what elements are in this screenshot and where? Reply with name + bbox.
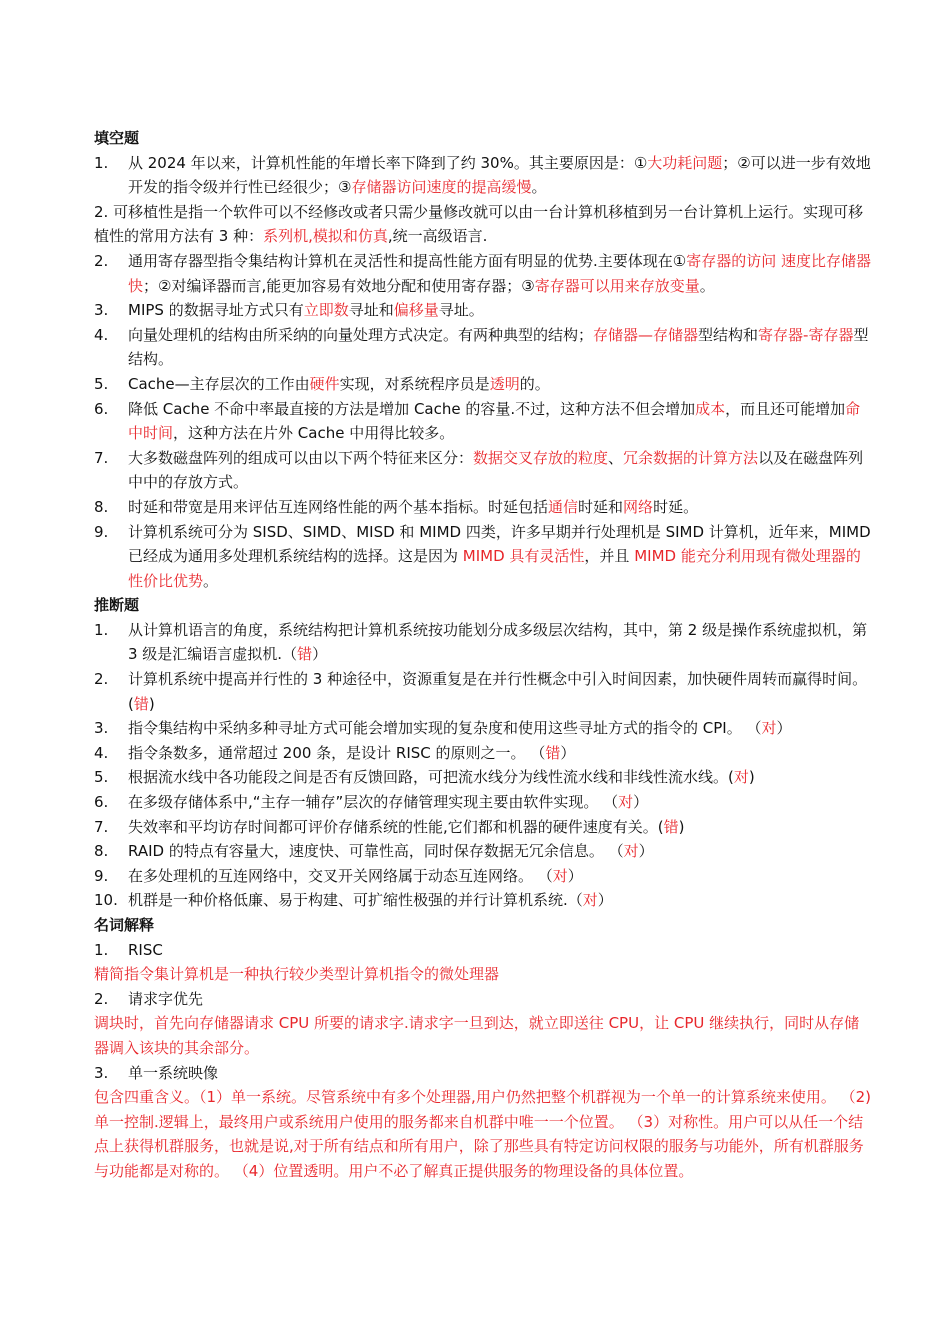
question-text: 2. 可移植性是指一个软件可以不经修改或者只需少量修改就可以由一台计算机移植到另一台计算机上运行。实现可移植性的常用方法有 3 种： bbox=[94, 202, 864, 246]
judge-list bbox=[94, 618, 872, 913]
question-text: 指令条数多，通常超过 200 条，是设计 RISC 的原则之一。 （ bbox=[128, 743, 546, 762]
question-text: ） bbox=[638, 842, 654, 861]
fill-item bbox=[94, 446, 872, 495]
answer-text: 存储器访问速度的提高缓慢 bbox=[351, 178, 532, 197]
question-text: ） bbox=[776, 719, 792, 738]
item-text bbox=[128, 520, 872, 594]
fill-item bbox=[94, 151, 872, 200]
term-item bbox=[94, 1061, 872, 1086]
terms-list bbox=[94, 938, 872, 1184]
fill-heading: 填空题 bbox=[94, 129, 140, 147]
answer-text: 命中时间 bbox=[128, 399, 861, 443]
term-definition: 调块时，首先向存储器请求 CPU 所要的请求字.请求字一旦到达，就立即送往 CPU，让 CPU 继续执行，同时从存储器调入该块的其余部分。 bbox=[94, 1014, 860, 1057]
question-text: 机群是一种价格低廉、易于构建、可扩缩性极强的并行计算机系统.（ bbox=[128, 891, 583, 910]
judge-item bbox=[94, 765, 872, 790]
answer-text: 对 bbox=[618, 793, 634, 812]
terms-heading: 名词解释 bbox=[94, 916, 155, 934]
answer-text: 对 bbox=[582, 891, 598, 910]
item-number: 1. bbox=[94, 620, 109, 639]
answer-text: 错 bbox=[663, 817, 679, 836]
question-text: 。 bbox=[699, 276, 715, 295]
question-text: 型结构。 bbox=[128, 325, 869, 369]
item-text bbox=[128, 618, 872, 667]
fill-item bbox=[94, 372, 872, 397]
item-text bbox=[128, 765, 872, 790]
question-text: 寻址。 bbox=[438, 301, 484, 320]
fill-item bbox=[94, 298, 872, 323]
answer-text: 存储器—存储器 bbox=[593, 325, 699, 344]
item-number: 5. bbox=[94, 768, 109, 787]
question-text: 根据流水线中各功能段之间是否有反馈回路，可把流水线分为线性流水线和非线性流水线。( bbox=[128, 768, 734, 787]
question-text: 降低 Cache 不命中率最直接的方法是增加 Cache 的容量.不过，这种方法不但会增加 bbox=[128, 399, 696, 418]
fill-item bbox=[94, 323, 872, 372]
answer-text: 对 bbox=[552, 866, 568, 885]
judge-item bbox=[94, 815, 872, 840]
item-text bbox=[128, 298, 872, 323]
question-text: 时延。 bbox=[653, 497, 699, 516]
item-number: 5. bbox=[94, 374, 109, 393]
term-name: 请求字优先 bbox=[128, 989, 204, 1008]
question-text: 通用寄存器型指令集结构计算机在灵活性和提高性能方面有明显的优势.主要体现在① bbox=[128, 251, 687, 270]
question-text: 。 bbox=[203, 571, 219, 590]
judge-item bbox=[94, 618, 872, 667]
question-text: Cache—主存层次的工作由 bbox=[128, 374, 310, 393]
question-text: ，并且 bbox=[584, 547, 635, 566]
item-text bbox=[128, 888, 872, 913]
fill-item bbox=[94, 249, 872, 298]
item-text bbox=[94, 203, 863, 246]
question-text: ，这种方法在片外 Cache 中用得比较多。 bbox=[173, 424, 455, 443]
judge-item bbox=[94, 790, 872, 815]
question-text: ；②可以进一步有效地开发的指令级并行性已经很少；③ bbox=[128, 153, 871, 197]
term-definition: 精简指令集计算机是一种执行较少类型计算机指令的微处理器 bbox=[94, 965, 500, 984]
item-number: 4. bbox=[94, 743, 109, 762]
question-text: ） bbox=[567, 866, 583, 885]
question-text: 大多数磁盘阵列的组成可以由以下两个特征来区分： bbox=[128, 448, 474, 467]
item-number: 3. bbox=[94, 1063, 109, 1082]
item-number: 8. bbox=[94, 842, 109, 861]
judge-item bbox=[94, 888, 872, 913]
question-text: 从 2024 年以来，计算机性能的年增长率下降到了约 30%。其主要原因是：① bbox=[128, 153, 648, 172]
question-text: 计算机系统可分为 SISD、SIMD、MISD 和 MIMD 四类，许多早期并行处理机是 SIMD 计算机，近年来，MIMD 已经成为通用多处理机系统结构的选择。这是因为 bbox=[128, 522, 871, 566]
answer-text: 寄存器可以用来存放变量 bbox=[534, 276, 700, 295]
judge-item bbox=[94, 839, 872, 864]
item-number: 3. bbox=[94, 301, 109, 320]
question-text: 指令集结构中采纳多种寻址方式可能会增加实现的复杂度和使用这些寻址方式的指令的 CPI。 （ bbox=[128, 719, 762, 738]
term-definition: 包含四重含义。（1）单一系统。尽管系统中有多个处理器,用户仍然把整个机群视为一个单一的计算系统来使用。 （2)单一控制.逻辑上，最终用户或系统用户使用的服务都来自机群中唯一一个位置。 （3）对称性。用户可以从任一个结点上获得机群服务，也就是说,对于所有结点和所有用户，除了那些具有特定访问权限的服务与功能外，所有机群服务与功能都是对称的。 （4）位置透明。用户不必了解真正提供服务的物理设备的具体位置。 bbox=[94, 1088, 871, 1180]
fill-list bbox=[94, 151, 872, 594]
answer-text: MIMD 具有灵活性 bbox=[462, 547, 585, 566]
answer-text: 对 bbox=[761, 719, 777, 738]
question-text: 。 bbox=[531, 178, 547, 197]
item-text bbox=[128, 249, 872, 298]
answer-text: 错 bbox=[133, 694, 149, 713]
answer-text: 大功耗问题 bbox=[647, 153, 723, 172]
question-text: ） bbox=[633, 793, 649, 812]
judge-item bbox=[94, 716, 872, 741]
fill-item bbox=[94, 200, 872, 249]
item-text bbox=[128, 741, 872, 766]
item-text bbox=[128, 815, 872, 840]
item-text bbox=[128, 864, 872, 889]
item-number: 2. bbox=[94, 989, 109, 1008]
question-text: 时延和带宽是用来评估互连网络性能的两个基本指标。时延包括 bbox=[128, 497, 549, 516]
item-number: 2. bbox=[94, 670, 109, 689]
fill-item bbox=[94, 397, 872, 446]
item-text bbox=[128, 323, 872, 372]
item-number: 7. bbox=[94, 817, 109, 836]
item-number: 8. bbox=[94, 497, 109, 516]
question-text: ) bbox=[148, 694, 155, 713]
term-name: 单一系统映像 bbox=[128, 1063, 219, 1082]
answer-text: 成本 bbox=[695, 399, 726, 418]
answer-text: 立即数 bbox=[303, 301, 349, 320]
item-text bbox=[128, 667, 872, 716]
question-text: ) bbox=[748, 768, 755, 787]
question-text: 以及在磁盘阵列中中的存放方式。 bbox=[128, 448, 864, 492]
answer-text: 数据交叉存放的粒度 bbox=[473, 448, 609, 467]
fill-item bbox=[94, 520, 872, 594]
item-number: 1. bbox=[94, 940, 109, 959]
item-number: 3. bbox=[94, 719, 109, 738]
answer-text: 通信 bbox=[548, 497, 579, 516]
answer-text: 寄存器-寄存器 bbox=[758, 325, 854, 344]
term-name: RISC bbox=[128, 940, 163, 959]
term-item bbox=[94, 987, 872, 1012]
item-number: 1. bbox=[94, 153, 109, 172]
answer-text: 对 bbox=[623, 842, 639, 861]
question-text: 寻址和 bbox=[348, 301, 394, 320]
question-text: 失效率和平均访存时间都可评价存储系统的性能,它们都和机器的硬件速度有关。( bbox=[128, 817, 664, 836]
item-number: 6. bbox=[94, 793, 109, 812]
answer-text: 硬件 bbox=[309, 374, 340, 393]
item-text bbox=[128, 716, 872, 741]
item-text bbox=[128, 151, 872, 200]
question-text: 向量处理机的结构由所采纳的向量处理方式决定。有两种典型的结构； bbox=[128, 325, 594, 344]
answer-text: MIMD 能充分利用现有微处理器的性价比优势 bbox=[128, 547, 861, 590]
answer-text: 错 bbox=[545, 743, 561, 762]
item-number: 6. bbox=[94, 399, 109, 418]
fill-item bbox=[94, 495, 872, 520]
item-text bbox=[128, 397, 872, 446]
term-item bbox=[94, 938, 872, 963]
question-text: ） bbox=[597, 891, 613, 910]
question-text: 在多级存储体系中,“主存一辅存”层次的存储管理实现主要由软件实现。 （ bbox=[128, 793, 619, 812]
question-text: 从计算机语言的角度，系统结构把计算机系统按功能划分成多级层次结构，其中，第 2 级是操作系统虚拟机，第 3 级是汇编语言虚拟机.（ bbox=[128, 620, 868, 664]
item-text bbox=[128, 372, 872, 397]
question-text: 时延和 bbox=[578, 497, 624, 516]
item-text bbox=[128, 495, 872, 520]
item-number: 4. bbox=[94, 325, 109, 344]
question-text: MIPS 的数据寻址方式只有 bbox=[128, 301, 304, 320]
question-text: ,统一高级语言. bbox=[387, 227, 488, 246]
question-text: ） bbox=[560, 743, 576, 762]
answer-text: 错 bbox=[297, 645, 313, 664]
question-text: ) bbox=[678, 817, 685, 836]
question-text: RAID 的特点有容量大，速度快、可靠性高，同时保存数据无冗余信息。 （ bbox=[128, 842, 624, 861]
judge-item bbox=[94, 667, 872, 716]
item-text bbox=[128, 446, 872, 495]
question-text: ） bbox=[312, 645, 328, 664]
item-number: 9. bbox=[94, 522, 109, 541]
document-page bbox=[94, 126, 872, 1184]
judge-heading: 推断题 bbox=[94, 596, 140, 615]
item-text bbox=[128, 790, 872, 815]
judge-item bbox=[94, 864, 872, 889]
question-text: 计算机系统中提高并行性的 3 种途径中，资源重复是在并行性概念中引入时间因素，加快硬件周转而赢得时间。( bbox=[128, 670, 868, 713]
question-text: ；②对编译器而言,能更加容易有效地分配和使用寄存器；③ bbox=[143, 276, 535, 295]
judge-item bbox=[94, 741, 872, 766]
answer-text: 网络 bbox=[623, 497, 654, 516]
question-text: 、 bbox=[608, 448, 624, 467]
answer-text: 寄存器的访问 速度比存储器快 bbox=[128, 251, 872, 295]
question-text: ，而且还可能增加 bbox=[725, 399, 846, 418]
question-text: 的。 bbox=[519, 374, 550, 393]
item-number: 10. bbox=[94, 891, 118, 910]
question-text: 在多处理机的互连网络中，交叉开关网络属于动态互连网络。 （ bbox=[128, 866, 553, 885]
answer-text: 偏移量 bbox=[393, 301, 439, 320]
item-number: 2. bbox=[94, 251, 109, 270]
answer-text: 系列机,模拟和仿真 bbox=[263, 227, 388, 246]
question-text: 实现，对系统程序员是 bbox=[339, 374, 490, 393]
item-number: 7. bbox=[94, 448, 109, 467]
answer-text: 冗余数据的计算方法 bbox=[623, 448, 759, 467]
item-number: 9. bbox=[94, 866, 109, 885]
answer-text: 透明 bbox=[489, 374, 520, 393]
item-text bbox=[128, 839, 872, 864]
answer-text: 对 bbox=[733, 768, 749, 787]
question-text: 型结构和 bbox=[698, 325, 759, 344]
